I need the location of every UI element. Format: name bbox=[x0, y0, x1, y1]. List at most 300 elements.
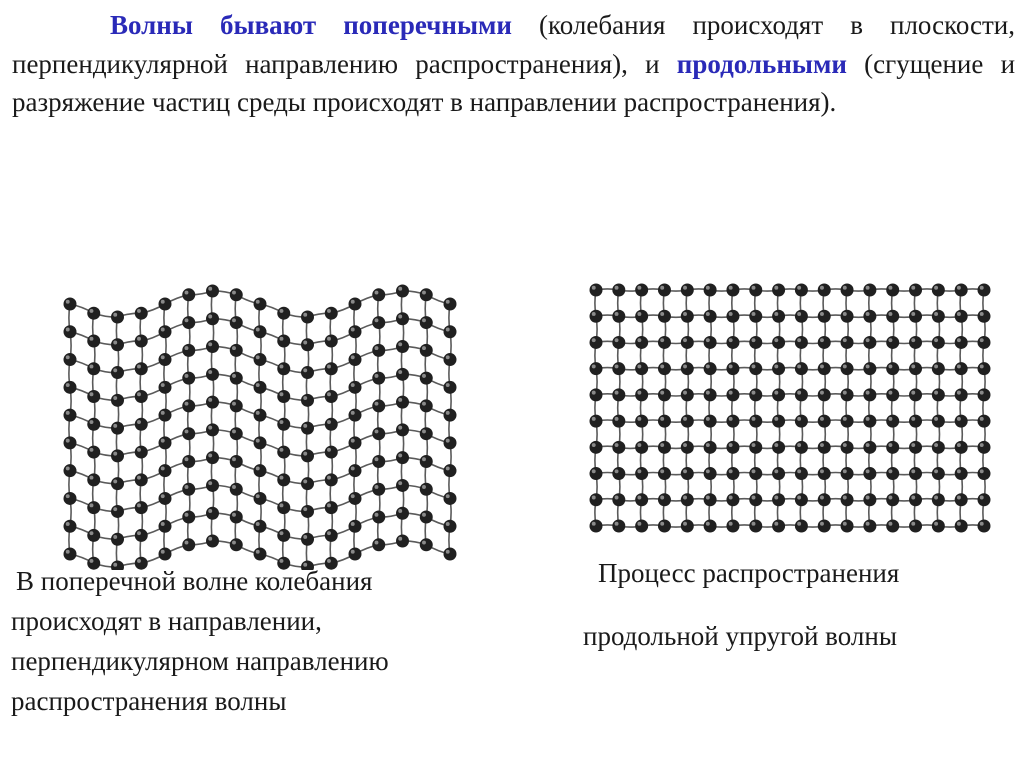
lattice-particle bbox=[349, 520, 362, 533]
lattice-particle bbox=[64, 353, 77, 366]
lattice-particle bbox=[863, 415, 876, 428]
lattice-particle bbox=[909, 336, 922, 349]
lattice-particle bbox=[726, 415, 739, 428]
lattice-particle bbox=[420, 483, 433, 496]
lattice-particle bbox=[704, 493, 717, 506]
lattice-particle bbox=[396, 535, 409, 548]
lattice-particle bbox=[772, 415, 785, 428]
lattice-particle bbox=[444, 409, 457, 422]
lattice-mesh-line bbox=[596, 446, 984, 448]
lattice-particle bbox=[658, 415, 671, 428]
lattice-particle bbox=[978, 467, 991, 480]
lattice-mesh-line bbox=[93, 313, 95, 563]
lattice-particle bbox=[955, 336, 968, 349]
lattice-mesh-line bbox=[596, 289, 984, 291]
definition-longitudinal: (сгущение и разряжение частиц среды происходят в направлении распространения). bbox=[12, 48, 1016, 117]
lattice-particle bbox=[841, 493, 854, 506]
lattice-particle bbox=[658, 336, 671, 349]
lattice-particle bbox=[863, 336, 876, 349]
lattice-particle bbox=[978, 284, 991, 297]
lattice-particle bbox=[444, 464, 457, 477]
lattice-particle bbox=[749, 467, 762, 480]
lattice-particle bbox=[772, 520, 785, 533]
lattice-particle bbox=[182, 344, 195, 357]
lattice-particle bbox=[420, 511, 433, 524]
lattice-particle bbox=[349, 548, 362, 561]
lattice-particle bbox=[87, 446, 100, 459]
lattice-mesh-line bbox=[618, 290, 620, 526]
lattice-particle bbox=[681, 284, 694, 297]
lattice-particle bbox=[420, 538, 433, 551]
lattice-particle bbox=[704, 362, 717, 375]
longitudinal-wave-lattice bbox=[583, 258, 997, 548]
lattice-particle bbox=[182, 538, 195, 551]
lattice-particle bbox=[396, 507, 409, 520]
lattice-particle bbox=[635, 415, 648, 428]
lattice-particle bbox=[955, 441, 968, 454]
lattice-particle bbox=[372, 455, 385, 468]
lattice-particle bbox=[704, 467, 717, 480]
lattice-particle bbox=[841, 388, 854, 401]
lattice-particle bbox=[372, 399, 385, 412]
lattice-mesh-line bbox=[823, 290, 825, 526]
lattice-particle bbox=[681, 441, 694, 454]
lattice-particle bbox=[932, 362, 945, 375]
lattice-particle bbox=[863, 493, 876, 506]
lattice-mesh-line bbox=[596, 473, 984, 475]
lattice-particle bbox=[135, 446, 148, 459]
lattice-particle bbox=[111, 505, 124, 518]
lattice-particle bbox=[159, 492, 172, 505]
lattice-particle bbox=[254, 492, 267, 505]
lattice-particle bbox=[230, 288, 243, 301]
lattice-particle bbox=[635, 467, 648, 480]
lattice-particle bbox=[795, 336, 808, 349]
lattice-particle bbox=[635, 493, 648, 506]
lattice-particle bbox=[230, 483, 243, 496]
lattice-mesh-line bbox=[596, 368, 984, 370]
lattice-particle bbox=[772, 362, 785, 375]
lattice-mesh-line bbox=[164, 304, 166, 554]
lattice-mesh-line bbox=[425, 295, 427, 545]
lattice-particle bbox=[635, 336, 648, 349]
lattice-particle bbox=[818, 362, 831, 375]
lattice-particle bbox=[444, 548, 457, 561]
lattice-particle bbox=[135, 418, 148, 431]
lattice-particle bbox=[749, 415, 762, 428]
lattice-particle bbox=[420, 427, 433, 440]
lattice-particle bbox=[726, 493, 739, 506]
lattice-particle bbox=[87, 529, 100, 542]
lattice-particle bbox=[704, 336, 717, 349]
lattice-particle bbox=[301, 422, 314, 435]
intro-paragraph bbox=[12, 6, 1015, 122]
lattice-particle bbox=[726, 520, 739, 533]
lattice-particle bbox=[372, 483, 385, 496]
lattice-particle bbox=[886, 415, 899, 428]
lattice-particle bbox=[590, 520, 603, 533]
lattice-particle bbox=[841, 441, 854, 454]
longitudinal-wave-caption-line-2: продольной упругой волны bbox=[583, 621, 897, 651]
lattice-particle bbox=[325, 501, 338, 514]
lattice-particle bbox=[254, 409, 267, 422]
lattice-particle bbox=[590, 493, 603, 506]
lattice-particle bbox=[206, 340, 219, 353]
lattice-particle bbox=[886, 520, 899, 533]
lattice-particle bbox=[955, 520, 968, 533]
lattice-particle bbox=[658, 467, 671, 480]
lattice-particle bbox=[372, 511, 385, 524]
lattice-particle bbox=[749, 310, 762, 323]
lattice-particle bbox=[349, 353, 362, 366]
lattice-particle bbox=[841, 310, 854, 323]
lattice-particle bbox=[635, 310, 648, 323]
lattice-particle bbox=[206, 312, 219, 325]
lattice-particle bbox=[932, 467, 945, 480]
lattice-particle bbox=[978, 388, 991, 401]
lattice-particle bbox=[955, 415, 968, 428]
lattice-particle bbox=[420, 288, 433, 301]
lattice-particle bbox=[135, 307, 148, 320]
lattice-particle bbox=[818, 336, 831, 349]
lattice-particle bbox=[64, 381, 77, 394]
lattice-particle bbox=[932, 310, 945, 323]
lattice-particle bbox=[444, 381, 457, 394]
lattice-particle bbox=[978, 310, 991, 323]
lattice-mesh-line bbox=[686, 290, 688, 526]
lattice-particle bbox=[372, 344, 385, 357]
lattice-particle bbox=[254, 464, 267, 477]
lattice-mesh-line bbox=[449, 304, 451, 554]
lattice-particle bbox=[795, 388, 808, 401]
lattice-particle bbox=[349, 436, 362, 449]
lattice-particle bbox=[111, 366, 124, 379]
lattice-particle bbox=[420, 344, 433, 357]
lattice-particle bbox=[64, 548, 77, 561]
lattice-particle bbox=[206, 507, 219, 520]
lattice-particle bbox=[863, 284, 876, 297]
lattice-particle bbox=[87, 362, 100, 375]
lattice-particle bbox=[396, 396, 409, 409]
lattice-particle bbox=[135, 390, 148, 403]
lattice-mesh-line bbox=[983, 290, 985, 526]
lattice-particle bbox=[349, 492, 362, 505]
lattice-particle bbox=[818, 493, 831, 506]
lattice-particle bbox=[704, 310, 717, 323]
lattice-particle bbox=[396, 285, 409, 298]
lattice-particle bbox=[349, 409, 362, 422]
lattice-particle bbox=[886, 362, 899, 375]
lattice-particle bbox=[635, 362, 648, 375]
lattice-particle bbox=[704, 388, 717, 401]
lattice-particle bbox=[444, 325, 457, 338]
caption-line: распространения волны bbox=[11, 686, 287, 716]
lattice-particle bbox=[159, 436, 172, 449]
lattice-particle bbox=[795, 284, 808, 297]
lattice-particle bbox=[909, 284, 922, 297]
lattice-particle bbox=[863, 467, 876, 480]
lattice-particle bbox=[841, 520, 854, 533]
lattice-particle bbox=[841, 362, 854, 375]
lattice-particle bbox=[612, 467, 625, 480]
lattice-particle bbox=[182, 372, 195, 385]
lattice-particle bbox=[277, 473, 290, 486]
lattice-mesh-line bbox=[755, 290, 757, 526]
lattice-particle bbox=[635, 441, 648, 454]
lattice-particle bbox=[396, 479, 409, 492]
lattice-particle bbox=[681, 362, 694, 375]
lattice-particle bbox=[726, 310, 739, 323]
lattice-particle bbox=[87, 390, 100, 403]
lattice-particle bbox=[325, 334, 338, 347]
lattice-particle bbox=[909, 467, 922, 480]
lattice-particle bbox=[396, 451, 409, 464]
term-longitudinal: продольными bbox=[676, 48, 847, 79]
lattice-particle bbox=[863, 520, 876, 533]
lattice-mesh-line bbox=[116, 317, 118, 567]
lattice-particle bbox=[909, 362, 922, 375]
lattice-particle bbox=[135, 529, 148, 542]
lattice-particle bbox=[590, 467, 603, 480]
lattice-particle bbox=[658, 284, 671, 297]
lattice-particle bbox=[325, 390, 338, 403]
lattice-particle bbox=[612, 336, 625, 349]
lattice-particle bbox=[206, 535, 219, 548]
lattice-mesh-line bbox=[283, 313, 285, 563]
lattice-particle bbox=[444, 492, 457, 505]
lattice-particle bbox=[206, 396, 219, 409]
lattice-mesh-line bbox=[596, 499, 984, 501]
lattice-mesh-line bbox=[960, 290, 962, 526]
lattice-particle bbox=[749, 284, 762, 297]
lattice-particle bbox=[658, 388, 671, 401]
lattice-particle bbox=[612, 520, 625, 533]
lattice-particle bbox=[590, 415, 603, 428]
lattice-particle bbox=[277, 390, 290, 403]
lattice-particle bbox=[726, 362, 739, 375]
lattice-particle bbox=[420, 455, 433, 468]
lattice-particle bbox=[818, 467, 831, 480]
lattice-particle bbox=[254, 353, 267, 366]
lattice-particle bbox=[818, 415, 831, 428]
lattice-particle bbox=[909, 415, 922, 428]
lattice-particle bbox=[230, 511, 243, 524]
lattice-particle bbox=[159, 548, 172, 561]
lattice-particle bbox=[886, 310, 899, 323]
lattice-particle bbox=[795, 520, 808, 533]
lattice-particle bbox=[681, 415, 694, 428]
lattice-particle bbox=[681, 310, 694, 323]
lattice-particle bbox=[254, 381, 267, 394]
lattice-particle bbox=[182, 483, 195, 496]
lattice-particle bbox=[230, 344, 243, 357]
lattice-mesh-line bbox=[596, 341, 984, 343]
lattice-particle bbox=[726, 388, 739, 401]
lattice-particle bbox=[612, 284, 625, 297]
lattice-mesh-line bbox=[596, 525, 984, 527]
lattice-particle bbox=[932, 284, 945, 297]
lattice-particle bbox=[254, 298, 267, 311]
lattice-particle bbox=[590, 362, 603, 375]
lattice-particle bbox=[932, 388, 945, 401]
lattice-mesh-line bbox=[869, 290, 871, 526]
lattice-particle bbox=[932, 441, 945, 454]
lattice-particle bbox=[772, 388, 785, 401]
lattice-particle bbox=[909, 493, 922, 506]
lattice-particle bbox=[301, 338, 314, 351]
lattice-particle bbox=[795, 415, 808, 428]
lattice-particle bbox=[206, 479, 219, 492]
lattice-particle bbox=[772, 467, 785, 480]
lattice-particle bbox=[658, 441, 671, 454]
lattice-mesh-line bbox=[401, 291, 403, 541]
lattice-particle bbox=[349, 381, 362, 394]
lattice-particle bbox=[932, 415, 945, 428]
lattice-particle bbox=[704, 441, 717, 454]
lattice-particle bbox=[681, 493, 694, 506]
caption-line: перпендикулярном направлению bbox=[11, 646, 389, 676]
lattice-particle bbox=[230, 399, 243, 412]
lattice-mesh-line bbox=[663, 290, 665, 526]
lattice-particle bbox=[978, 441, 991, 454]
lattice-particle bbox=[612, 388, 625, 401]
lattice-mesh-line bbox=[69, 304, 71, 554]
lattice-particle bbox=[206, 368, 219, 381]
lattice-particle bbox=[749, 362, 762, 375]
lattice-particle bbox=[818, 520, 831, 533]
lattice-particle bbox=[325, 446, 338, 459]
lattice-particle bbox=[206, 451, 219, 464]
lattice-particle bbox=[909, 441, 922, 454]
lattice-particle bbox=[396, 368, 409, 381]
lattice-particle bbox=[325, 362, 338, 375]
lattice-particle bbox=[230, 455, 243, 468]
transverse-wave-lattice bbox=[58, 262, 462, 570]
lattice-particle bbox=[795, 362, 808, 375]
lattice-particle bbox=[206, 285, 219, 298]
lattice-particle bbox=[325, 307, 338, 320]
lattice-particle bbox=[886, 388, 899, 401]
lattice-particle bbox=[301, 311, 314, 324]
lattice-particle bbox=[301, 533, 314, 546]
lattice-particle bbox=[749, 520, 762, 533]
lattice-particle bbox=[182, 288, 195, 301]
lattice-particle bbox=[749, 441, 762, 454]
lattice-particle bbox=[749, 336, 762, 349]
lattice-particle bbox=[590, 441, 603, 454]
lattice-particle bbox=[159, 353, 172, 366]
lattice-particle bbox=[612, 493, 625, 506]
lattice-particle bbox=[749, 388, 762, 401]
lattice-particle bbox=[230, 372, 243, 385]
lattice-particle bbox=[863, 441, 876, 454]
lattice-particle bbox=[372, 538, 385, 551]
lattice-particle bbox=[159, 464, 172, 477]
lattice-particle bbox=[955, 467, 968, 480]
lattice-mesh-line bbox=[800, 290, 802, 526]
lattice-particle bbox=[159, 409, 172, 422]
lattice-particle bbox=[301, 477, 314, 490]
lattice-particle bbox=[444, 353, 457, 366]
lattice-particle bbox=[64, 409, 77, 422]
lattice-particle bbox=[325, 529, 338, 542]
lattice-particle bbox=[135, 473, 148, 486]
lattice-particle bbox=[64, 520, 77, 533]
lattice-particle bbox=[159, 520, 172, 533]
lattice-mesh-line bbox=[211, 291, 213, 541]
lattice-particle bbox=[325, 473, 338, 486]
lattice-particle bbox=[886, 441, 899, 454]
lattice-particle bbox=[254, 436, 267, 449]
lattice-particle bbox=[349, 298, 362, 311]
lattice-mesh-line bbox=[596, 315, 984, 317]
lattice-particle bbox=[254, 325, 267, 338]
lattice-particle bbox=[87, 501, 100, 514]
lattice-particle bbox=[420, 316, 433, 329]
lattice-mesh-line bbox=[354, 304, 356, 554]
lattice-particle bbox=[135, 501, 148, 514]
lattice-particle bbox=[420, 372, 433, 385]
lattice-particle bbox=[277, 446, 290, 459]
lattice-particle bbox=[886, 493, 899, 506]
lattice-mesh-line bbox=[709, 290, 711, 526]
lattice-particle bbox=[955, 310, 968, 323]
lattice-particle bbox=[254, 548, 267, 561]
lattice-particle bbox=[64, 492, 77, 505]
definition-transverse: (колебания происходят в плоскости, перпендикулярной направлению распространения), и bbox=[12, 10, 1015, 79]
lattice-mesh-line bbox=[778, 290, 780, 526]
lattice-particle bbox=[182, 399, 195, 412]
lattice-particle bbox=[681, 388, 694, 401]
lattice-particle bbox=[301, 505, 314, 518]
lattice-particle bbox=[64, 436, 77, 449]
lattice-particle bbox=[301, 449, 314, 462]
lattice-particle bbox=[64, 464, 77, 477]
lattice-particle bbox=[277, 307, 290, 320]
lattice-particle bbox=[772, 284, 785, 297]
lattice-particle bbox=[372, 316, 385, 329]
lattice-particle bbox=[182, 427, 195, 440]
transverse-wave-caption bbox=[11, 561, 501, 721]
lattice-particle bbox=[111, 422, 124, 435]
lattice-particle bbox=[863, 388, 876, 401]
lattice-particle bbox=[909, 520, 922, 533]
lattice-particle bbox=[955, 388, 968, 401]
lattice-particle bbox=[206, 423, 219, 436]
lattice-particle bbox=[420, 399, 433, 412]
lattice-particle bbox=[612, 441, 625, 454]
lattice-particle bbox=[978, 362, 991, 375]
lattice-mesh-line bbox=[188, 295, 190, 545]
lattice-particle bbox=[955, 362, 968, 375]
lattice-particle bbox=[372, 427, 385, 440]
lattice-particle bbox=[325, 418, 338, 431]
lattice-particle bbox=[818, 441, 831, 454]
lattice-particle bbox=[635, 284, 648, 297]
lattice-particle bbox=[635, 520, 648, 533]
lattice-particle bbox=[159, 325, 172, 338]
lattice-particle bbox=[111, 394, 124, 407]
lattice-particle bbox=[135, 362, 148, 375]
lattice-particle bbox=[681, 467, 694, 480]
lattice-particle bbox=[818, 388, 831, 401]
lattice-particle bbox=[590, 284, 603, 297]
lattice-particle bbox=[230, 538, 243, 551]
lattice-particle bbox=[64, 298, 77, 311]
lattice-particle bbox=[111, 311, 124, 324]
lattice-particle bbox=[772, 336, 785, 349]
lattice-mesh-line bbox=[732, 290, 734, 526]
